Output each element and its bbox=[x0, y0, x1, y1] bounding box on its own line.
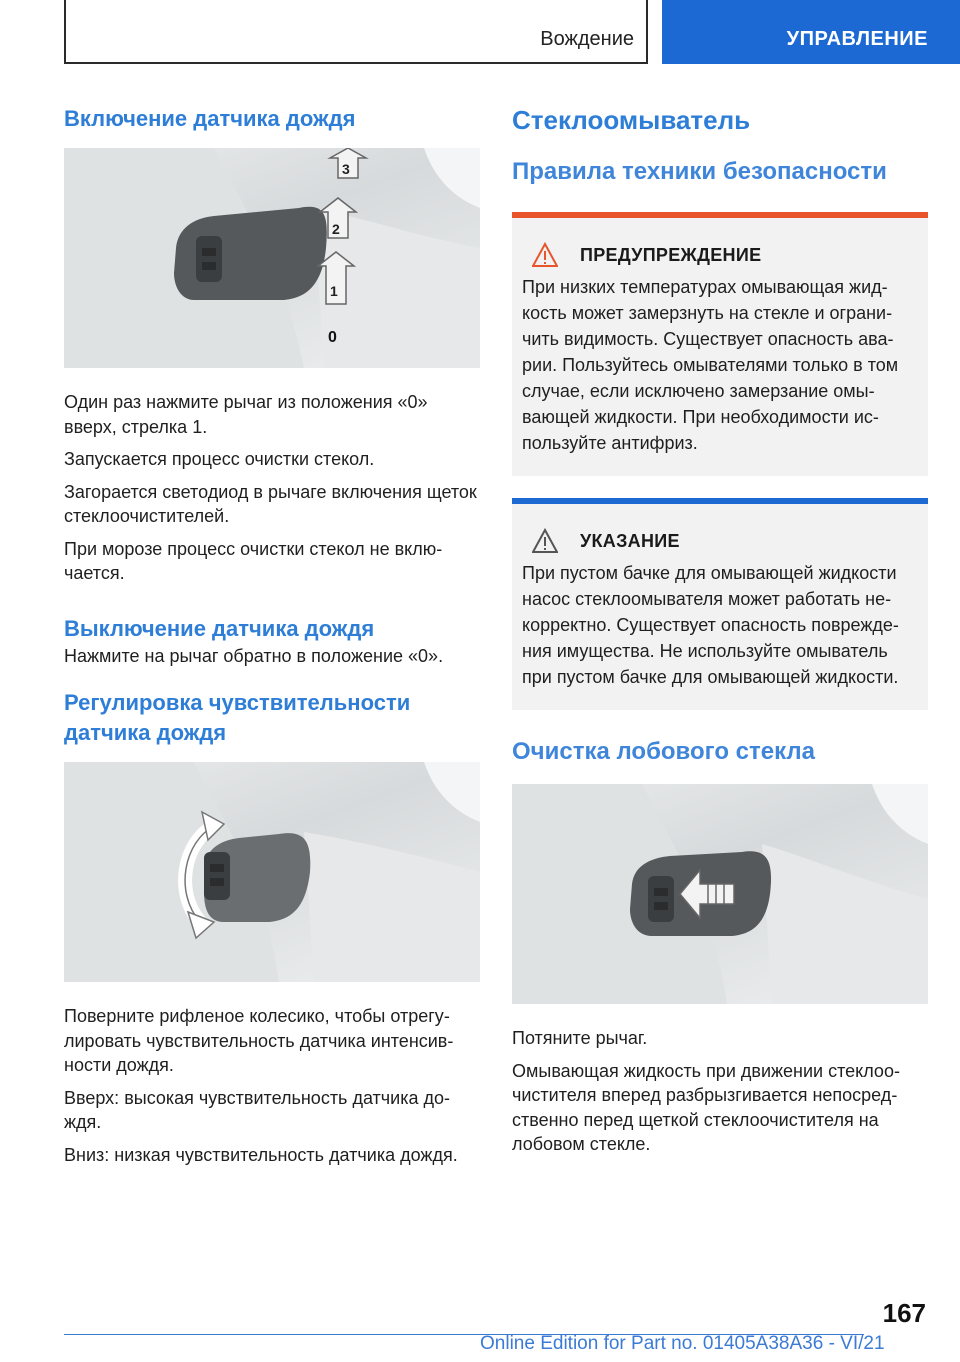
paragraph: Поверните рифленое колесико, чтобы отрегулировать чувствительность датчика интенсивности дождя. bbox=[64, 1006, 454, 1075]
section-title: УПРАВЛЕНИЕ bbox=[786, 28, 928, 50]
paragraph: Нажмите на рычаг обратно в положение «0». bbox=[64, 645, 444, 666]
paragraph: При морозе процесс очистки стекол не включается. bbox=[64, 538, 443, 583]
page-number: 167 bbox=[882, 1298, 926, 1328]
heading-sensitivity-line2: датчика дождя bbox=[64, 720, 227, 745]
notice-box bbox=[512, 498, 928, 710]
heading-windshield-cleaning: Очистка лобового стекла bbox=[512, 738, 816, 765]
notice-title: УКАЗАНИЕ bbox=[580, 530, 680, 551]
footer-edition: Online Edition for Part no. 01405A38A36 - VI/21 bbox=[480, 1333, 885, 1354]
paragraph: Загорается светодиод в рычаге включения щеток стеклоочистителей. bbox=[64, 481, 477, 526]
left-column bbox=[64, 104, 480, 1175]
heading-safety: Правила техники безопасности bbox=[512, 158, 887, 185]
illustration-knurled-wheel bbox=[64, 762, 480, 982]
paragraph: Омывающая жидкость при движении стеклоочистителя вперед разбрызгивается непосредственно перед щеткой стеклоочистителя на лобовом стекле. bbox=[512, 1060, 900, 1154]
warning-title: ПРЕДУПРЕЖДЕНИЕ bbox=[580, 244, 762, 265]
heading-washer: Стеклоомыватель bbox=[512, 105, 751, 135]
heading-sensitivity bbox=[64, 688, 480, 748]
lever-position-label: 0 bbox=[328, 329, 337, 346]
heading-rain-sensor-on: Включение датчика дождя bbox=[64, 106, 356, 131]
right-column bbox=[512, 104, 928, 1165]
paragraph: Вверх: высокая чувствительность датчика дождя. bbox=[64, 1087, 451, 1132]
chapter-title: Вождение bbox=[540, 28, 634, 50]
paragraph: Запускается процесс очистки стекол. bbox=[64, 449, 375, 469]
lever-position-label: 3 bbox=[342, 161, 350, 177]
paragraph: Вниз: низкая чувствительность датчика дождя. bbox=[64, 1144, 458, 1165]
paragraph: Потяните рычаг. bbox=[512, 1028, 648, 1048]
header-section-tab bbox=[662, 0, 960, 64]
warning-box bbox=[512, 212, 928, 476]
warning-triangle-icon bbox=[532, 242, 558, 268]
warning-text: При низких температурах омывающая жидкость может замерзнуть на стекле и ограничить видимость. Существует опасность аварии. Пользуйтесь омывателями только в том случае, если исключено замерзание омывающей жидкости. При необходимости используйте антифриз. bbox=[522, 277, 899, 453]
notice-text: При пустом бачке для омывающей жидкости насос стеклоомывателя может работать некорректно. Существует опасность повреждения имущества. Не используйте омыватель при пустом бачке для омывающей жидкости. bbox=[522, 563, 899, 687]
paragraph: Один раз нажмите рычаг из положения «0» вверх, стрелка 1. bbox=[64, 392, 428, 437]
notice-triangle-icon bbox=[532, 528, 558, 554]
heading-rain-sensor-off: Выключение датчика дождя bbox=[64, 615, 375, 641]
header-chapter-tab bbox=[64, 0, 648, 64]
heading-sensitivity-line1: Регулировка чувствительности bbox=[64, 690, 411, 715]
illustration-lever-up bbox=[64, 148, 480, 368]
lever-position-label: 1 bbox=[330, 283, 338, 299]
illustration-lever-pull bbox=[512, 784, 928, 1004]
lever-position-label: 2 bbox=[332, 221, 340, 237]
